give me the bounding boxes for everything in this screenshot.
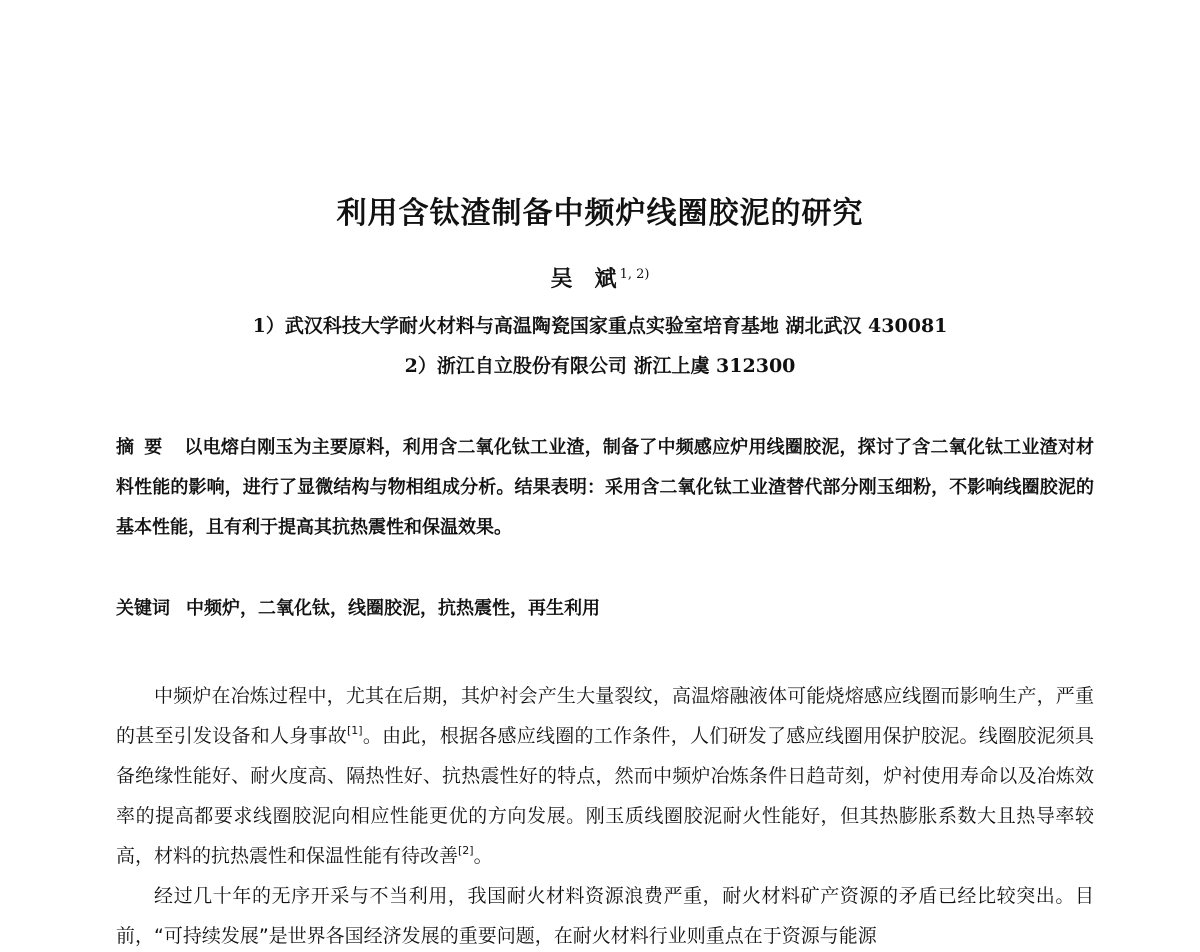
paragraph-1-part-c: 。 bbox=[473, 845, 493, 867]
keywords bbox=[116, 594, 1094, 624]
author-name: 吴 斌 bbox=[550, 266, 617, 292]
abstract-text: 以电熔白刚玉为主要原料，利用含二氧化钛工业渣，制备了中频感应炉用线圈胶泥，探讨了含二氧化钛工业渣对材料性能的影响，进行了显微结构与物相组成分析。结果表明：采用含二氧化钛工业渣替代部分刚玉细粉，不影响线圈胶泥的基本性能，且有利于提高其抗热震性和保温效果。 bbox=[116, 437, 1095, 538]
citation-2: [2] bbox=[458, 844, 474, 857]
paragraph-1-part-b: 。由此，根据各感应线圈的工作条件，人们研发了感应线圈用保护胶泥。线圈胶泥须具备绝缘性能好、耐火度高、隔热性好、抗热震性好的特点，然而中频炉冶炼条件日趋苛刻，炉衬使用寿命以及冶炼效率的提高都要求线圈胶泥向相应性能更优的方向发展。刚玉质线圈胶泥耐火性能好，但其热膨胀系数大且热导率较高，材料的抗热震性和保温性能有待改善 bbox=[116, 725, 1094, 867]
body-paragraph-2: 经过几十年的无序开采与不当利用，我国耐火材料资源浪费严重，耐火材料矿产资源的矛盾已经比较突出。目前，“可持续发展”是世界各国经济发展的重要问题，在耐火材料行业则重点在于资源与能源 bbox=[116, 885, 1094, 947]
abstract bbox=[116, 428, 1094, 548]
keywords-text: 中频炉，二氧化钛，线圈胶泥，抗热震性，再生利用 bbox=[186, 598, 600, 619]
body-text bbox=[116, 676, 1094, 952]
paper-title: 利用含钛渣制备中频炉线圈胶泥的研究 bbox=[336, 196, 864, 231]
abstract-label: 摘要 bbox=[116, 437, 173, 458]
author-affiliation-marks: 1, 2) bbox=[619, 267, 650, 282]
paragraph-1-part-a: 中频炉在冶炼过程中，尤其在后期，其炉衬会产生大量裂纹，高温熔融液体可能烧熔感应线圈而影响生产，严重的甚至引发设备和人身事故 bbox=[116, 685, 1094, 747]
affiliation-1: 1）武汉科技大学耐火材料与高温陶瓷国家重点实验室培育基地 湖北武汉 430081 bbox=[252, 315, 948, 337]
body-paragraph-1 bbox=[116, 676, 1094, 876]
author-line bbox=[0, 262, 1200, 293]
affiliation-2: 2）浙江自立股份有限公司 浙江上虞 312300 bbox=[404, 355, 796, 377]
citation-1: [1] bbox=[346, 724, 363, 737]
keywords-label: 关键词 bbox=[116, 598, 170, 619]
